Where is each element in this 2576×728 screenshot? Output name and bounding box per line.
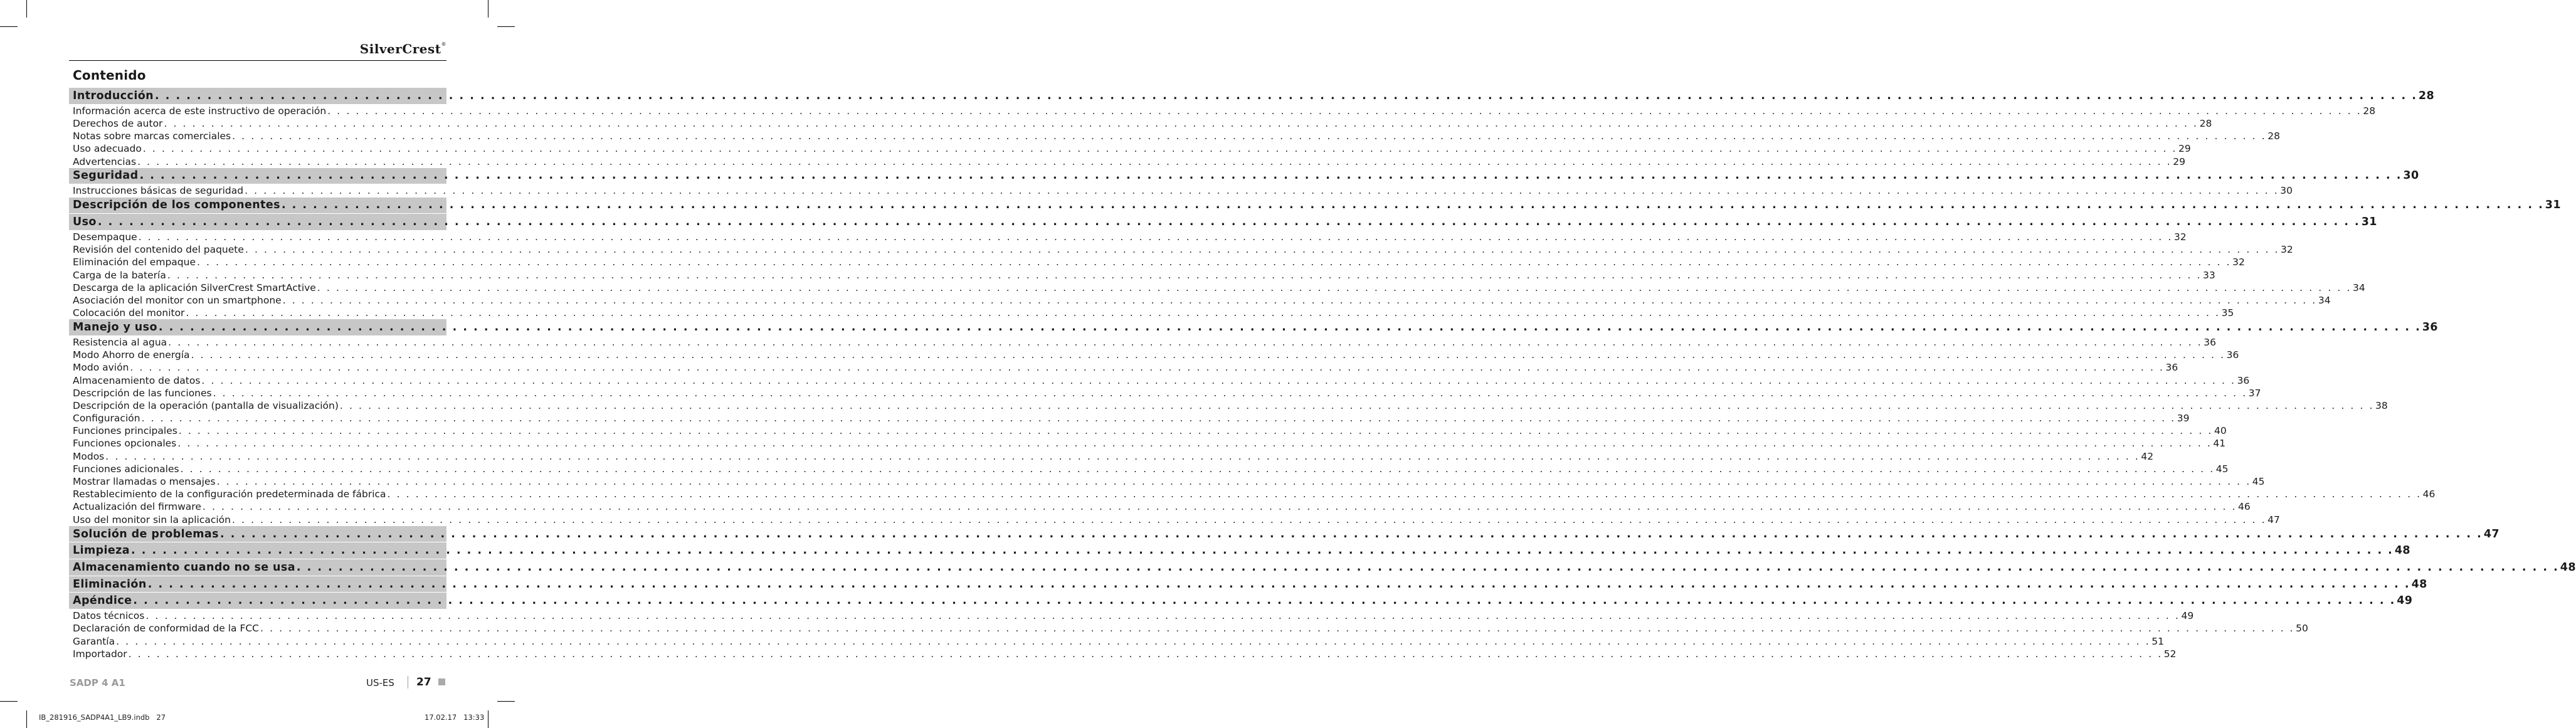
toc-entry <box>69 268 2215 281</box>
toc-title: Instrucciones básicas de seguridad <box>73 185 244 197</box>
toc-entry <box>69 117 2212 130</box>
toc-title: Funciones opcionales <box>73 438 177 450</box>
toc-leader-dots: . . . . . . . . . . . . . . . . . . . . . . . . . . . . . . . . . . . . . . . . . . . . . . . . . . . . . . . . . . . . . . . . . . . . . . . . . . . . . . . . . . . . . . . . . . . . . . . . . . . . . . . . . . . . . . . . . . . . . . . . . . . . . . . . . . . . . . . . . . . . . . . . . . . . . . . . . . . . . . . . . . . . . . . . . . . . . . . . . . . . . . . . . . . . . . . . . . . . . . . . . . . . . . . . . . . . . . . . <box>327 105 2362 117</box>
toc-leader-dots: . . . . . . . . . . . . . . . . . . . . . . . . . . . . . . . . . . . . . . . . . . . . . . . . . . . . . . . . . . . . . . . . . . . . . . . . . . . . . . . . . . . . . . . . . . . . . . . . . . . . . . . . . . . . . . . . . . . . . . . . . . . . . . . . . . . . . . . . . . . . . . . . . . . . . . . . . . . . . . . . . . . . . . . . . . . . . . . . . . . . . . . . . . . . . . . . . . . . . . . . . . . . . . . . . . . . . . . . <box>105 450 2140 462</box>
toc-entry <box>69 307 2234 319</box>
toc-title: Resistencia al agua <box>73 336 167 348</box>
toc-entry <box>69 475 2265 488</box>
toc-section <box>69 559 2576 576</box>
toc-page: 32 <box>2173 231 2187 243</box>
toc-leader-dots: . . . . . . . . . . . . . . . . . . . . . . . . . . . . . . . . . . . . . . . . . . . . . . . . . . . . . . . . . . . . . . . . . . . . . . . . . . . . . . . . . . . . . . . . . . . . . . . . . . . . . . . . . . . . . . . . . . . . . . . . . . . . . . . . . . . . . . . . . . . . . . . . . . . . . . . . . . . . . . . . . . . . . . . . . . . . . . . . . . . . . . . . . . . . . . . . . . . . . . . . . . . . . . . . . . . . . . . . <box>130 362 2165 374</box>
toc-entry <box>69 463 2229 475</box>
toc-leader-dots: . . . . . . . . . . . . . . . . . . . . . . . . . . . . . . . . . . . . . . . . . . . . . . . . . . . . . . . . . . . . . . . . . . . . . . . . . . . . . . . . . . . . . . . . . . . . . . . . . . . . . . . . . . . . . . . . . . . . . . . . . . . . . . . . . . . . . . . . . . . . . . . . . . . . . . . . . . . . . . . . . . . . . . . . . . . . . . . . . . . . . . . . . . . . . . . . . . . . . . . . . . . . . . . . . . . . . . . . <box>339 399 2375 411</box>
toc-title: Eliminación <box>73 578 147 591</box>
toc-page: 34 <box>2318 294 2331 306</box>
crop-mark <box>0 26 18 27</box>
toc-page: 30 <box>2403 169 2419 182</box>
toc-entry <box>69 374 2250 386</box>
toc-title: Configuración <box>73 413 140 425</box>
toc-entry <box>69 488 2436 500</box>
toc-section <box>69 88 2435 104</box>
toc-entry <box>69 256 2245 268</box>
toc-page: 37 <box>2248 387 2261 399</box>
toc-title: Declaración de conformidad de la FCC <box>73 623 260 635</box>
toc-leader-dots: . . . . . . . . . . . . . . . . . . . . . . . . . . . . . . . . . . . . . . . . . . . . . . . . . . . . . . . . . . . . . . . . . . . . . . . . . . . . . . . . . . . . . . . . . . . . . . . . . . . . . . . . . . . . . . . . . . . . . . . . . . . . . . . . . . . . . . . . . . . . . . . . . . . . . . . . . . . . . . . . . . . . . . . . . . . . . . . . . . . . . . . . . . . . . . . . . . . . . . . . . . . . . . . . . . . . . . . . <box>116 635 2151 647</box>
toc-entry <box>69 635 2164 648</box>
toc-page: 30 <box>2280 185 2293 197</box>
toc-leader-dots: . . . . . . . . . . . . . . . . . . . . . . . . . . . . . . . . . . . . . . . . . . . . . . . . . . . . . . . . . . . . . . . . . . . . . . . . . . . . . . . . . . . . . . . . . . . . . . . . . . . . . . . . . . . . . . . . . . . . . . . . . . . . . . . . . . . . . . . . . . . . . . . . . . . . . . . . . . . . . . . . . . . . . . . . . . . . . . . . . . . . . . . . . . . . . . . . . . . . . . . . . . . . . . . . . . . . . . . . <box>155 89 2417 102</box>
toc-title: Eliminación del empaque <box>73 256 196 268</box>
toc-section <box>69 198 2561 214</box>
toc-section <box>69 593 2413 609</box>
toc-title: Descripción de la operación (pantalla de visualización) <box>73 399 339 411</box>
page-title: Contenido <box>73 68 146 83</box>
toc-leader-dots: . . . . . . . . . . . . . . . . . . . . . . . . . . . . . . . . . . . . . . . . . . . . . . . . . . . . . . . . . . . . . . . . . . . . . . . . . . . . . . . . . . . . . . . . . . . . . . . . . . . . . . . . . . . . . . . . . . . . . . . . . . . . . . . . . . . . . . . . . . . . . . . . . . . . . . . . . . . . . . . . . . . . . . . . . . . . . . . . . . . . . . . . . . . . . . . . . . . . . . . . . . . . . . . . . . . . . . . . <box>133 594 2396 608</box>
toc-title: Uso <box>73 216 97 229</box>
toc-entry <box>69 387 2261 399</box>
toc-leader-dots: . . . . . . . . . . . . . . . . . . . . . . . . . . . . . . . . . . . . . . . . . . . . . . . . . . . . . . . . . . . . . . . . . . . . . . . . . . . . . . . . . . . . . . . . . . . . . . . . . . . . . . . . . . . . . . . . . . . . . . . . . . . . . . . . . . . . . . . . . . . . . . . . . . . . . . . . . . . . . . . . . . . . . . . . . . . . . . . . . . . . . . . . . . . . . . . . . . . . . . . . . . . . . . . . . . . . . . . . <box>164 117 2199 129</box>
toc-page: 45 <box>2252 476 2265 488</box>
toc-entry <box>69 514 2280 526</box>
toc-leader-dots: . . . . . . . . . . . . . . . . . . . . . . . . . . . . . . . . . . . . . . . . . . . . . . . . . . . . . . . . . . . . . . . . . . . . . . . . . . . . . . . . . . . . . . . . . . . . . . . . . . . . . . . . . . . . . . . . . . . . . . . . . . . . . . . . . . . . . . . . . . . . . . . . . . . . . . . . . . . . . . . . . . . . . . . . . . . . . . . . . . . . . . . . . . . . . . . . . . . . . . . . . . . . . . . . . . . . . . . . <box>245 185 2279 197</box>
toc-leader-dots: . . . . . . . . . . . . . . . . . . . . . . . . . . . . . . . . . . . . . . . . . . . . . . . . . . . . . . . . . . . . . . . . . . . . . . . . . . . . . . . . . . . . . . . . . . . . . . . . . . . . . . . . . . . . . . . . . . . . . . . . . . . . . . . . . . . . . . . . . . . . . . . . . . . . . . . . . . . . . . . . . . . . . . . . . . . . . . . . . . . . . . . . . . . . . . . . . . . . . . . . . . . . . . . . . . . . . . . . <box>216 476 2251 488</box>
toc-entry <box>69 243 2293 256</box>
toc-page: 47 <box>2267 514 2280 525</box>
toc-page: 28 <box>2418 89 2435 102</box>
toc-title: Funciones principales <box>73 425 177 437</box>
toc-title: Uso adecuado <box>73 143 142 155</box>
toc-entry <box>69 361 2178 374</box>
toc-page: 36 <box>2204 336 2217 348</box>
toc-leader-dots: . . . . . . . . . . . . . . . . . . . . . . . . . . . . . . . . . . . . . . . . . . . . . . . . . . . . . . . . . . . . . . . . . . . . . . . . . . . . . . . . . . . . . . . . . . . . . . . . . . . . . . . . . . . . . . . . . . . . . . . . . . . . . . . . . . . . . . . . . . . . . . . . . . . . . . . . . . . . . . . . . . . . . . . . . . . . . . . . . . . . . . . . . . . . . . . . . . . . . . . . . . . . . . . . . . . . . . . . <box>97 216 2360 229</box>
toc-entry <box>69 399 2388 412</box>
toc-entry <box>69 648 2177 660</box>
toc-title: Advertencias <box>73 156 137 167</box>
toc-page: 49 <box>2181 610 2194 622</box>
crop-mark <box>26 710 27 728</box>
toc-page: 45 <box>2215 463 2229 475</box>
toc-leader-dots: . . . . . . . . . . . . . . . . . . . . . . . . . . . . . . . . . . . . . . . . . . . . . . . . . . . . . . . . . . . . . . . . . . . . . . . . . . . . . . . . . . . . . . . . . . . . . . . . . . . . . . . . . . . . . . . . . . . . . . . . . . . . . . . . . . . . . . . . . . . . . . . . . . . . . . . . . . . . . . . . . . . . . . . . . . . . . . . . . . . . . . . . . . . . . . . . . . . . . . . . . . . . . . . . . . . . . . . . <box>196 256 2232 268</box>
toc-title: Actualización del firmware <box>73 501 201 513</box>
toc-page: 33 <box>2203 269 2215 281</box>
crop-mark <box>26 0 27 18</box>
toc-leader-dots: . . . . . . . . . . . . . . . . . . . . . . . . . . . . . . . . . . . . . . . . . . . . . . . . . . . . . . . . . . . . . . . . . . . . . . . . . . . . . . . . . . . . . . . . . . . . . . . . . . . . . . . . . . . . . . . . . . . . . . . . . . . . . . . . . . . . . . . . . . . . . . . . . . . . . . . . . . . . . . . . . . . . . . . . . . . . . . . . . . . . . . . . . . . . . . . . . . . . . . . . . . . . . . . . . . . . . . . . <box>186 307 2220 319</box>
toc-title: Modo avión <box>73 362 129 374</box>
toc-page: 48 <box>2394 544 2410 557</box>
toc-leader-dots: . . . . . . . . . . . . . . . . . . . . . . . . . . . . . . . . . . . . . . . . . . . . . . . . . . . . . . . . . . . . . . . . . . . . . . . . . . . . . . . . . . . . . . . . . . . . . . . . . . . . . . . . . . . . . . . . . . . . . . . . . . . . . . . . . . . . . . . . . . . . . . . . . . . . . . . . . . . . . . . . . . . . . . . . . . . . . . . . . . . . . . . . . . . . . . . . . . . . . . . . . . . . . . . . . . . . . . . . <box>180 463 2215 475</box>
crop-mark <box>497 26 515 27</box>
toc-leader-dots: . . . . . . . . . . . . . . . . . . . . . . . . . . . . . . . . . . . . . . . . . . . . . . . . . . . . . . . . . . . . . . . . . . . . . . . . . . . . . . . . . . . . . . . . . . . . . . . . . . . . . . . . . . . . . . . . . . . . . . . . . . . . . . . . . . . . . . . . . . . . . . . . . . . . . . . . . . . . . . . . . . . . . . . . . . . . . . . . . . . . . . . . . . . . . . . . . . . . . . . . . . . . . . . . . . . . . . . . <box>142 143 2178 155</box>
slug-date: 17.02.17 13:33 <box>425 713 485 722</box>
toc-title: Carga de la batería <box>73 269 166 281</box>
toc-page: 50 <box>2296 623 2308 635</box>
crop-mark <box>0 701 18 702</box>
toc-page: 46 <box>2238 501 2251 513</box>
toc-leader-dots: . . . . . . . . . . . . . . . . . . . . . . . . . . . . . . . . . . . . . . . . . . . . . . . . . . . . . . . . . . . . . . . . . . . . . . . . . . . . . . . . . . . . . . . . . . . . . . . . . . . . . . . . . . . . . . . . . . . . . . . . . . . . . . . . . . . . . . . . . . . . . . . . . . . . . . . . . . . . . . . . . . . . . . . . . . . . . . . . . . . . . . . . . . . . . . . . . . . . . . . . . . . . . . . . . . . . . . . . <box>139 169 2402 182</box>
toc-leader-dots: . . . . . . . . . . . . . . . . . . . . . . . . . . . . . . . . . . . . . . . . . . . . . . . . . . . . . . . . . . . . . . . . . . . . . . . . . . . . . . . . . . . . . . . . . . . . . . . . . . . . . . . . . . . . . . . . . . . . . . . . . . . . . . . . . . . . . . . . . . . . . . . . . . . . . . . . . . . . . . . . . . . . . . . . . . . . . . . . . . . . . . . . . . . . . . . . . . . . . . . . . . . . . . . . . . . . . . . . <box>137 156 2172 167</box>
header-rule <box>69 60 446 61</box>
toc-page: 28 <box>2267 130 2280 142</box>
toc-page: 31 <box>2545 199 2561 212</box>
toc-leader-dots: . . . . . . . . . . . . . . . . . . . . . . . . . . . . . . . . . . . . . . . . . . . . . . . . . . . . . . . . . . . . . . . . . . . . . . . . . . . . . . . . . . . . . . . . . . . . . . . . . . . . . . . . . . . . . . . . . . . . . . . . . . . . . . . . . . . . . . . . . . . . . . . . . . . . . . . . . . . . . . . . . . . . . . . . . . . . . . . . . . . . . . . . . . . . . . . . . . . . . . . . . . . . . . . . . . . . . . . . <box>138 231 2173 243</box>
toc-title: Apéndice <box>73 594 132 608</box>
toc-section <box>69 214 2377 230</box>
toc-page: 35 <box>2221 307 2234 319</box>
toc-title: Modo Ahorro de energía <box>73 349 190 361</box>
toc-title: Restablecimiento de la configuración predeterminada de fábrica <box>73 488 386 500</box>
toc-page: 48 <box>2411 578 2427 591</box>
toc-leader-dots: . . . . . . . . . . . . . . . . . . . . . . . . . . . . . . . . . . . . . . . . . . . . . . . . . . . . . . . . . . . . . . . . . . . . . . . . . . . . . . . . . . . . . . . . . . . . . . . . . . . . . . . . . . . . . . . . . . . . . . . . . . . . . . . . . . . . . . . . . . . . . . . . . . . . . . . . . . . . . . . . . . . . . . . . . . . . . . . . . . . . . . . . . . . . . . . . . . . . . . . . . . . . . . . . . . . . . . . . <box>260 623 2295 635</box>
toc-leader-dots: . . . . . . . . . . . . . . . . . . . . . . . . . . . . . . . . . . . . . . . . . . . . . . . . . . . . . . . . . . . . . . . . . . . . . . . . . . . . . . . . . . . . . . . . . . . . . . . . . . . . . . . . . . . . . . . . . . . . . . . . . . . . . . . . . . . . . . . . . . . . . . . . . . . . . . . . . . . . . . . . . . . . . . . . . . . . . . . . . . . . . . . . . . . . . . . . . . . . . . . . . . . . . . . . . . . . . . . . <box>168 336 2203 348</box>
toc-page: 41 <box>2213 438 2226 450</box>
toc-leader-dots: . . . . . . . . . . . . . . . . . . . . . . . . . . . . . . . . . . . . . . . . . . . . . . . . . . . . . . . . . . . . . . . . . . . . . . . . . . . . . . . . . . . . . . . . . . . . . . . . . . . . . . . . . . . . . . . . . . . . . . . . . . . . . . . . . . . . . . . . . . . . . . . . . . . . . . . . . . . . . . . . . . . . . . . . . . . . . . . . . . . . . . . . . . . . . . . . . . . . . . . . . . . . . . . . . . . . . . . . <box>130 544 2394 557</box>
toc-entry <box>69 105 2376 117</box>
toc-entry <box>69 437 2226 450</box>
toc-section <box>69 168 2419 184</box>
toc-page: 28 <box>2363 105 2376 117</box>
toc-entry <box>69 622 2308 635</box>
toc-page: 32 <box>2232 256 2245 268</box>
toc-title: Funciones adicionales <box>73 463 179 475</box>
toc-entry <box>69 609 2194 622</box>
toc-leader-dots: . . . . . . . . . . . . . . . . . . . . . . . . . . . . . . . . . . . . . . . . . . . . . . . . . . . . . . . . . . . . . . . . . . . . . . . . . . . . . . . . . . . . . . . . . . . . . . . . . . . . . . . . . . . . . . . . . . . . . . . . . . . . . . . . . . . . . . . . . . . . . . . . . . . . . . . . . . . . . . . . . . . . . . . . . . . . . . . . . . . . . . . . . . . . . . . . . . . . . . . . . . . . . . . . . . . . . . . . <box>158 321 2421 334</box>
toc-entry <box>69 184 2293 197</box>
toc-entry <box>69 130 2280 142</box>
toc-entry <box>69 142 2191 155</box>
toc-leader-dots: . . . . . . . . . . . . . . . . . . . . . . . . . . . . . . . . . . . . . . . . . . . . . . . . . . . . . . . . . . . . . . . . . . . . . . . . . . . . . . . . . . . . . . . . . . . . . . . . . . . . . . . . . . . . . . . . . . . . . . . . . . . . . . . . . . . . . . . . . . . . . . . . . . . . . . . . . . . . . . . . . . . . . . . . . . . . . . . . . . . . . . . . . . . . . . . . . . . . . . . . . . . . . . . . . . . . . . . . <box>167 269 2202 281</box>
toc-page: 36 <box>2237 374 2250 386</box>
toc-title: Modos <box>73 450 105 462</box>
toc-title: Asociación del monitor con un smartphone <box>73 294 282 306</box>
toc-title: Almacenamiento cuando no se usa <box>73 561 295 574</box>
toc-page: 49 <box>2397 594 2413 608</box>
footer-language: US-ES <box>366 677 394 688</box>
footer-page-number: 27 <box>416 676 431 688</box>
toc-entry <box>69 450 2154 463</box>
toc-title: Limpieza <box>73 544 130 557</box>
toc-leader-dots: . . . . . . . . . . . . . . . . . . . . . . . . . . . . . . . . . . . . . . . . . . . . . . . . . . . . . . . . . . . . . . . . . . . . . . . . . . . . . . . . . . . . . . . . . . . . . . . . . . . . . . . . . . . . . . . . . . . . . . . . . . . . . . . . . . . . . . . . . . . . . . . . . . . . . . . . . . . . . . . . . . . . . . . . . . . . . . . . . . . . . . . . . . . . . . . . . . . . . . . . . . . . . . . . . . . . . . . . <box>128 648 2163 660</box>
toc-entry <box>69 294 2331 307</box>
toc-leader-dots: . . . . . . . . . . . . . . . . . . . . . . . . . . . . . . . . . . . . . . . . . . . . . . . . . . . . . . . . . . . . . . . . . . . . . . . . . . . . . . . . . . . . . . . . . . . . . . . . . . . . . . . . . . . . . . . . . . . . . . . . . . . . . . . . . . . . . . . . . . . . . . . . . . . . . . . . . . . . . . . . . . . . . . . . . . . . . . . . . . . . . . . . . . . . . . . . . . . . . . . . . . . . . . . . . . . . . . . . <box>145 610 2180 622</box>
footer-square-icon <box>438 678 445 685</box>
toc-title: Introducción <box>73 89 154 102</box>
footer-model: SADP 4 A1 <box>70 677 125 688</box>
toc-entry <box>69 336 2217 349</box>
toc-leader-dots: . . . . . . . . . . . . . . . . . . . . . . . . . . . . . . . . . . . . . . . . . . . . . . . . . . . . . . . . . . . . . . . . . . . . . . . . . . . . . . . . . . . . . . . . . . . . . . . . . . . . . . . . . . . . . . . . . . . . . . . . . . . . . . . . . . . . . . . . . . . . . . . . . . . . . . . . . . . . . . . . . . . . . . . . . . . . . . . . . . . . . . . . . . . . . . . . . . . . . . . . . . . . . . . . . . . . . . . . <box>178 425 2213 437</box>
toc-entry <box>69 500 2251 513</box>
crop-mark <box>497 701 515 702</box>
toc-title: Revisión del contenido del paquete <box>73 244 244 256</box>
toc-page: 36 <box>2422 321 2438 334</box>
brand-logo: SilverCrest® <box>359 41 446 56</box>
toc-section <box>69 542 2410 559</box>
toc-entry <box>69 349 2239 361</box>
toc-leader-dots: . . . . . . . . . . . . . . . . . . . . . . . . . . . . . . . . . . . . . . . . . . . . . . . . . . . . . . . . . . . . . . . . . . . . . . . . . . . . . . . . . . . . . . . . . . . . . . . . . . . . . . . . . . . . . . . . . . . . . . . . . . . . . . . . . . . . . . . . . . . . . . . . . . . . . . . . . . . . . . . . . . . . . . . . . . . . . . . . . . . . . . . . . . . . . . . . . . . . . . . . . . . . . . . . . . . . . . . . <box>245 244 2280 256</box>
toc-leader-dots: . . . . . . . . . . . . . . . . . . . . . . . . . . . . . . . . . . . . . . . . . . . . . . . . . . . . . . . . . . . . . . . . . . . . . . . . . . . . . . . . . . . . . . . . . . . . . . . . . . . . . . . . . . . . . . . . . . . . . . . . . . . . . . . . . . . . . . . . . . . . . . . . . . . . . . . . . . . . . . . . . . . . . . . . . . . . . . . . . . . . . . . . . . . . . . . . . . . . . . . . . . . . . . . . . . . . . . . . <box>317 282 2352 293</box>
toc-page: 52 <box>2163 648 2177 660</box>
toc-leader-dots: . . . . . . . . . . . . . . . . . . . . . . . . . . . . . . . . . . . . . . . . . . . . . . . . . . . . . . . . . . . . . . . . . . . . . . . . . . . . . . . . . . . . . . . . . . . . . . . . . . . . . . . . . . . . . . . . . . . . . . . . . . . . . . . . . . . . . . . . . . . . . . . . . . . . . . . . . . . . . . . . . . . . . . . . . . . . . . . . . . . . . . . . . . . . . . . . . . . . . . . . . . . . . . . . . . . . . . . . <box>201 374 2236 386</box>
toc-page: 29 <box>2178 143 2191 155</box>
toc-leader-dots: . . . . . . . . . . . . . . . . . . . . . . . . . . . . . . . . . . . . . . . . . . . . . . . . . . . . . . . . . . . . . . . . . . . . . . . . . . . . . . . . . . . . . . . . . . . . . . . . . . . . . . . . . . . . . . . . . . . . . . . . . . . . . . . . . . . . . . . . . . . . . . . . . . . . . . . . . . . . . . . . . . . . . . . . . . . . . . . . . . . . . . . . . . . . . . . . . . . . . . . . . . . . . . . . . . . . . . . . <box>232 130 2267 142</box>
toc-title: Solución de problemas <box>73 527 219 541</box>
toc-page: 46 <box>2422 488 2436 500</box>
toc-page: 32 <box>2281 244 2293 256</box>
toc-leader-dots: . . . . . . . . . . . . . . . . . . . . . . . . . . . . . . . . . . . . . . . . . . . . . . . . . . . . . . . . . . . . . . . . . . . . . . . . . . . . . . . . . . . . . . . . . . . . . . . . . . . . . . . . . . . . . . . . . . . . . . . . . . . . . . . . . . . . . . . . . . . . . . . . . . . . . . . . . . . . . . . . . . . . . . . . . . . . . . . . . . . . . . . . . . . . . . . . . . . . . . . . . . . . . . . . . . . . . . . . <box>177 438 2212 450</box>
toc-page: 29 <box>2173 156 2185 167</box>
toc-title: Garantía <box>73 635 115 647</box>
toc-leader-dots: . . . . . . . . . . . . . . . . . . . . . . . . . . . . . . . . . . . . . . . . . . . . . . . . . . . . . . . . . . . . . . . . . . . . . . . . . . . . . . . . . . . . . . . . . . . . . . . . . . . . . . . . . . . . . . . . . . . . . . . . . . . . . . . . . . . . . . . . . . . . . . . . . . . . . . . . . . . . . . . . . . . . . . . . . . . . . . . . . . . . . . . . . . . . . . . . . . . . . . . . . . . . . . . . . . . . . . . . <box>282 294 2317 306</box>
toc-page: 36 <box>2165 362 2178 374</box>
toc-entry <box>69 412 2190 425</box>
toc-page: 51 <box>2151 635 2164 647</box>
toc-leader-dots: . . . . . . . . . . . . . . . . . . . . . . . . . . . . . . . . . . . . . . . . . . . . . . . . . . . . . . . . . . . . . . . . . . . . . . . . . . . . . . . . . . . . . . . . . . . . . . . . . . . . . . . . . . . . . . . . . . . . . . . . . . . . . . . . . . . . . . . . . . . . . . . . . . . . . . . . . . . . . . . . . . . . . . . . . . . . . . . . . . . . . . . . . . . . . . . . . . . . . . . . . . . . . . . . . . . . . . . . <box>213 387 2247 399</box>
toc-leader-dots: . . . . . . . . . . . . . . . . . . . . . . . . . . . . . . . . . . . . . . . . . . . . . . . . . . . . . . . . . . . . . . . . . . . . . . . . . . . . . . . . . . . . . . . . . . . . . . . . . . . . . . . . . . . . . . . . . . . . . . . . . . . . . . . . . . . . . . . . . . . . . . . . . . . . . . . . . . . . . . . . . . . . . . . . . . . . . . . . . . . . . . . . . . . . . . . . . . . . . . . . . . . . . . . . . . . . . . . . <box>281 199 2544 212</box>
toc-title: Almacenamiento de datos <box>73 374 201 386</box>
toc-title: Importador <box>73 648 127 660</box>
toc-title: Notas sobre marcas comerciales <box>73 130 231 142</box>
toc-page: 47 <box>2483 527 2499 541</box>
toc-page: 38 <box>2375 399 2388 411</box>
toc-title: Descripción de los componentes <box>73 199 280 212</box>
toc-title: Desempaque <box>73 231 137 243</box>
toc-leader-dots: . . . . . . . . . . . . . . . . . . . . . . . . . . . . . . . . . . . . . . . . . . . . . . . . . . . . . . . . . . . . . . . . . . . . . . . . . . . . . . . . . . . . . . . . . . . . . . . . . . . . . . . . . . . . . . . . . . . . . . . . . . . . . . . . . . . . . . . . . . . . . . . . . . . . . . . . . . . . . . . . . . . . . . . . . . . . . . . . . . . . . . . . . . . . . . . . . . . . . . . . . . . . . . . . . . . . . . . . <box>147 578 2410 591</box>
toc-page: 36 <box>2226 349 2239 361</box>
toc-page: 34 <box>2352 282 2365 293</box>
toc-entry <box>69 155 2185 167</box>
toc-leader-dots: . . . . . . . . . . . . . . . . . . . . . . . . . . . . . . . . . . . . . . . . . . . . . . . . . . . . . . . . . . . . . . . . . . . . . . . . . . . . . . . . . . . . . . . . . . . . . . . . . . . . . . . . . . . . . . . . . . . . . . . . . . . . . . . . . . . . . . . . . . . . . . . . . . . . . . . . . . . . . . . . . . . . . . . . . . . . . . . . . . . . . . . . . . . . . . . . . . . . . . . . . . . . . . . . . . . . . . . . <box>219 527 2483 541</box>
toc-entry <box>69 231 2187 243</box>
toc-page: 42 <box>2141 450 2154 462</box>
toc-title: Mostrar llamadas o mensajes <box>73 476 216 488</box>
toc-page: 39 <box>2177 413 2190 425</box>
toc-leader-dots: . . . . . . . . . . . . . . . . . . . . . . . . . . . . . . . . . . . . . . . . . . . . . . . . . . . . . . . . . . . . . . . . . . . . . . . . . . . . . . . . . . . . . . . . . . . . . . . . . . . . . . . . . . . . . . . . . . . . . . . . . . . . . . . . . . . . . . . . . . . . . . . . . . . . . . . . . . . . . . . . . . . . . . . . . . . . . . . . . . . . . . . . . . . . . . . . . . . . . . . . . . . . . . . . . . . . . . . . <box>141 413 2176 425</box>
toc-title: Descarga de la aplicación SilverCrest SmartActive <box>73 282 316 293</box>
toc-page: 31 <box>2361 216 2377 229</box>
toc-leader-dots: . . . . . . . . . . . . . . . . . . . . . . . . . . . . . . . . . . . . . . . . . . . . . . . . . . . . . . . . . . . . . . . . . . . . . . . . . . . . . . . . . . . . . . . . . . . . . . . . . . . . . . . . . . . . . . . . . . . . . . . . . . . . . . . . . . . . . . . . . . . . . . . . . . . . . . . . . . . . . . . . . . . . . . . . . . . . . . . . . . . . . . . . . . . . . . . . . . . . . . . . . . . . . . . . . . . . . . . . <box>202 501 2237 513</box>
toc-section <box>69 319 2438 335</box>
toc-title: Manejo y uso <box>73 321 157 334</box>
toc-title: Seguridad <box>73 169 139 182</box>
toc-leader-dots: . . . . . . . . . . . . . . . . . . . . . . . . . . . . . . . . . . . . . . . . . . . . . . . . . . . . . . . . . . . . . . . . . . . . . . . . . . . . . . . . . . . . . . . . . . . . . . . . . . . . . . . . . . . . . . . . . . . . . . . . . . . . . . . . . . . . . . . . . . . . . . . . . . . . . . . . . . . . . . . . . . . . . . . . . . . . . . . . . . . . . . . . . . . . . . . . . . . . . . . . . . . . . . . . . . . . . . . . <box>296 561 2559 574</box>
toc-leader-dots: . . . . . . . . . . . . . . . . . . . . . . . . . . . . . . . . . . . . . . . . . . . . . . . . . . . . . . . . . . . . . . . . . . . . . . . . . . . . . . . . . . . . . . . . . . . . . . . . . . . . . . . . . . . . . . . . . . . . . . . . . . . . . . . . . . . . . . . . . . . . . . . . . . . . . . . . . . . . . . . . . . . . . . . . . . . . . . . . . . . . . . . . . . . . . . . . . . . . . . . . . . . . . . . . . . . . . . . . <box>191 349 2225 361</box>
toc-title: Información acerca de este instructivo de operación <box>73 105 327 117</box>
toc-entry <box>69 425 2227 437</box>
toc-title: Datos técnicos <box>73 610 145 622</box>
toc-section <box>69 526 2499 542</box>
toc-entry <box>69 282 2365 294</box>
toc-leader-dots: . . . . . . . . . . . . . . . . . . . . . . . . . . . . . . . . . . . . . . . . . . . . . . . . . . . . . . . . . . . . . . . . . . . . . . . . . . . . . . . . . . . . . . . . . . . . . . . . . . . . . . . . . . . . . . . . . . . . . . . . . . . . . . . . . . . . . . . . . . . . . . . . . . . . . . . . . . . . . . . . . . . . . . . . . . . . . . . . . . . . . . . . . . . . . . . . . . . . . . . . . . . . . . . . . . . . . . . . <box>387 488 2422 500</box>
toc-page: 48 <box>2560 561 2576 574</box>
table-of-contents <box>69 88 2576 660</box>
toc-leader-dots: . . . . . . . . . . . . . . . . . . . . . . . . . . . . . . . . . . . . . . . . . . . . . . . . . . . . . . . . . . . . . . . . . . . . . . . . . . . . . . . . . . . . . . . . . . . . . . . . . . . . . . . . . . . . . . . . . . . . . . . . . . . . . . . . . . . . . . . . . . . . . . . . . . . . . . . . . . . . . . . . . . . . . . . . . . . . . . . . . . . . . . . . . . . . . . . . . . . . . . . . . . . . . . . . . . . . . . . . <box>231 514 2267 525</box>
toc-title: Derechos de autor <box>73 117 163 129</box>
slug-file: IB_281916_SADP4A1_LB9.indb 27 <box>39 713 166 722</box>
toc-section <box>69 576 2427 593</box>
toc-title: Uso del monitor sin la aplicación <box>73 514 231 525</box>
toc-title: Colocación del monitor <box>73 307 185 319</box>
toc-title: Descripción de las funciones <box>73 387 212 399</box>
toc-page: 40 <box>2214 425 2227 437</box>
toc-page: 28 <box>2199 117 2212 129</box>
